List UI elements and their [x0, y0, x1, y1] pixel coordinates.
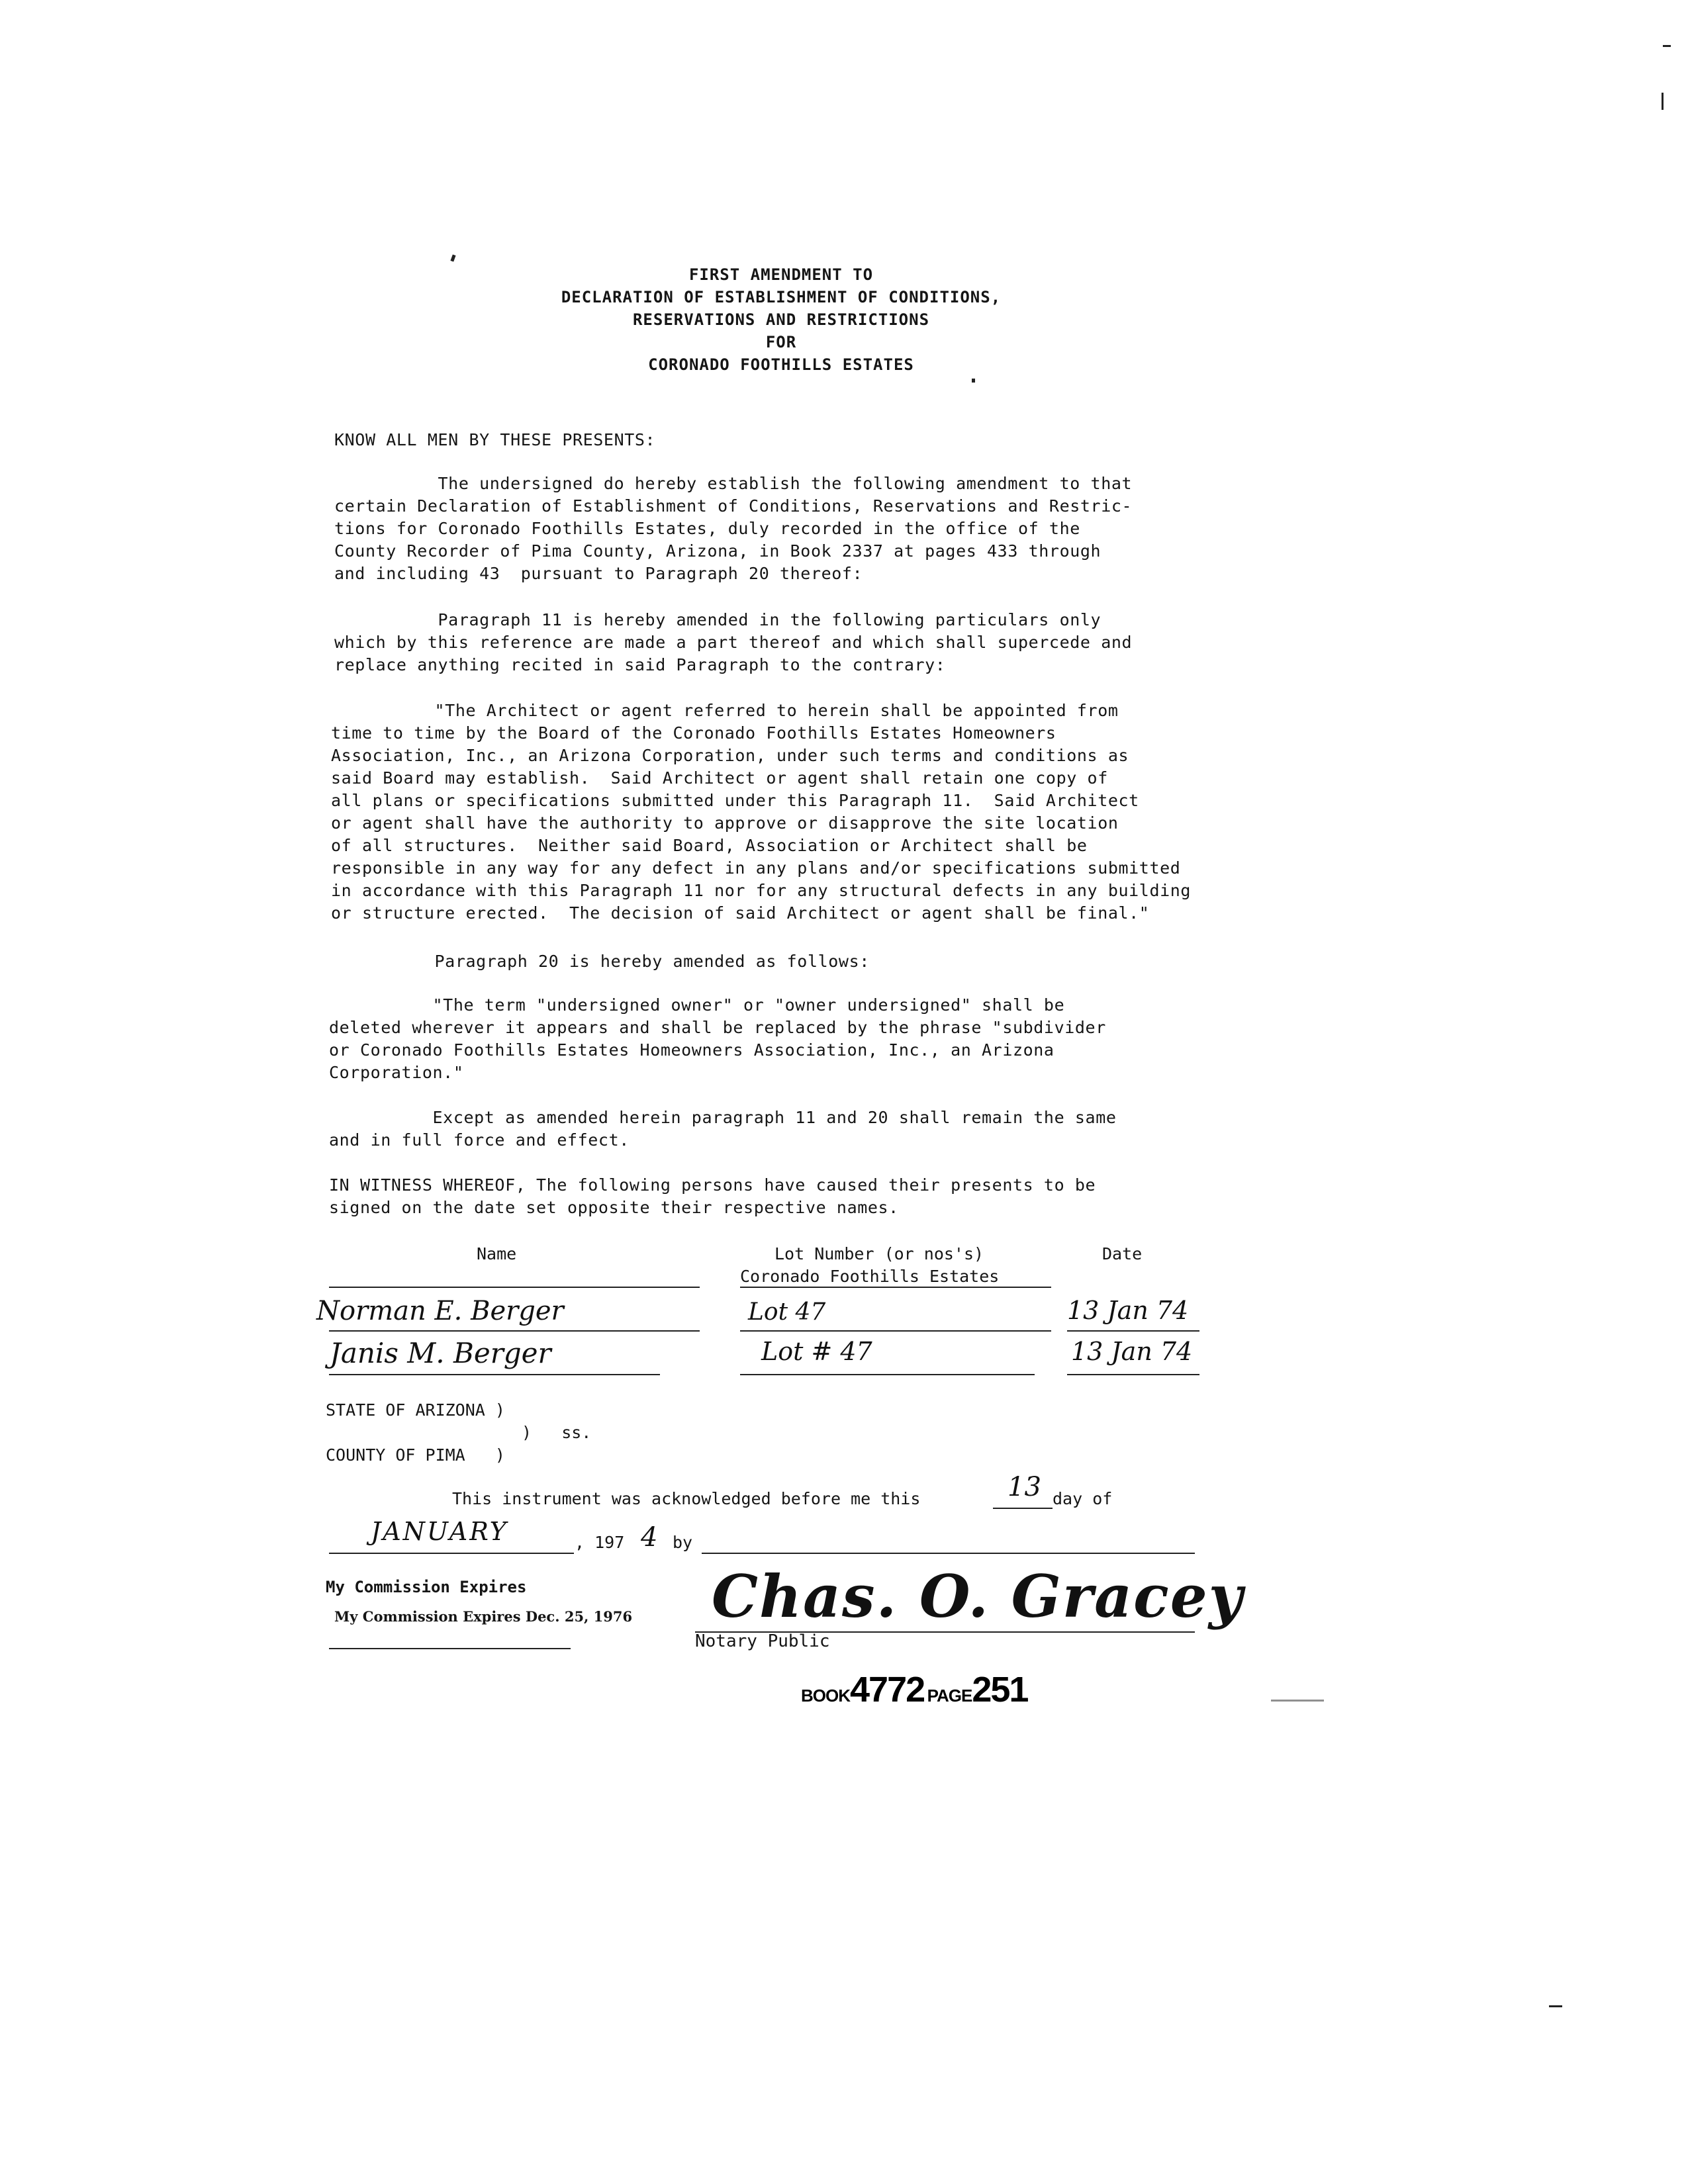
intro-heading: KNOW ALL MEN BY THESE PRESENTS: [334, 430, 656, 449]
witness-whereof: IN WITNESS WHEREOF, The following persons have caused their presents to be signed on the date set opposite their respective names. [329, 1175, 1096, 1217]
rule-row-2-lot [740, 1374, 1035, 1375]
paragraph-remain-in-force: Except as amended herein paragraph 11 and 20 shall remain the same and in full force and effect. [329, 1108, 1117, 1150]
rule-row-1-date [1067, 1330, 1199, 1332]
signature-owner-2: Janis M. Berger [330, 1337, 551, 1369]
notary-public-label: Notary Public [695, 1631, 830, 1651]
date-owner-2: 13 Jan 74 [1071, 1337, 1193, 1366]
paragraph-20-amendment-intro: Paragraph 20 is hereby amended as follows: [331, 952, 870, 971]
document-title [490, 263, 1072, 376]
book-label: BOOK [801, 1686, 850, 1706]
scan-speck [1271, 1700, 1324, 1702]
acknowledgment-day-of: day of [1053, 1489, 1113, 1508]
column-header-lot-sub: Coronado Foothills Estates [740, 1267, 1000, 1286]
ack-month: JANUARY [371, 1517, 508, 1546]
page-label: PAGE [927, 1686, 972, 1706]
scan-speck [1662, 93, 1664, 110]
date-owner-1: 13 Jan 74 [1067, 1296, 1189, 1325]
ack-year-prefix: , 197 [575, 1533, 625, 1552]
signature-owner-1: Norman E. Berger [316, 1296, 564, 1326]
column-header-lot: Lot Number (or nos's) [774, 1244, 984, 1263]
book-number: 4772 [850, 1670, 925, 1709]
title-line-5: CORONADO FOOTHILLS ESTATES [648, 355, 914, 374]
title-line-2: DECLARATION OF ESTABLISHMENT OF CONDITIONS, [561, 288, 1002, 306]
paragraph-11-quoted-text: "The Architect or agent referred to herein shall be appointed from time to time by the Board of the Coronado Foothills Estates Homeowners Association, Inc., an Arizona Corporation, under such terms and conditions as said Board may establish. Said Architect or agent shall retain one copy of all plans or specifications submitted under this Paragraph 11. Said Architect or agent shall have the authority to approve or disapprove the site location of all structures. Neither said Board, Association or Architect shall be responsible in any way for any defect in any plans and/or specifications submitted in accordance with this Paragraph 11 nor for any structural defects in any building or structure erected. The decision of said Architect or agent shall be final." [331, 701, 1192, 923]
rule-lot-header [740, 1287, 1051, 1288]
rule-ack-month [329, 1553, 574, 1554]
ack-year-suffix: 4 [641, 1522, 658, 1553]
venue-ss: ) ss. [522, 1423, 592, 1442]
scan-speck [1549, 2005, 1562, 2007]
title-line-1: FIRST AMENDMENT TO [688, 265, 874, 284]
ack-day: 13 [1008, 1472, 1041, 1502]
commission-stamp: My Commission Expires Dec. 25, 1976 [334, 1608, 633, 1625]
column-header-date: Date [1102, 1244, 1143, 1263]
rule-row-2-date [1067, 1374, 1199, 1375]
scan-speck [1663, 45, 1671, 47]
rule-row-1-name [329, 1330, 700, 1332]
rule-commission [329, 1648, 571, 1649]
ack-by: by [673, 1533, 693, 1552]
rule-row-1-lot [740, 1330, 1051, 1332]
rule-ack-by [702, 1553, 1195, 1554]
title-line-3: RESERVATIONS AND RESTRICTIONS [632, 310, 930, 329]
scan-speck [450, 254, 455, 261]
title-line-4: FOR [765, 333, 797, 351]
notary-signature: Chas. O. Gracey [712, 1562, 1244, 1631]
paragraph-establishment: The undersigned do hereby establish the following amendment to that certain Declaration of Establishment of Conditions, Reservations and Restric- tions for Coronado Foothills Estates, duly recorded in the office of the County Recorder of Pima County, Arizona, in Book 2337 at pages 433 through and including 43 pursuant to Paragraph 20 thereof: [334, 474, 1133, 583]
paragraph-11-amendment-intro: Paragraph 11 is hereby amended in the following particulars only which by this reference are made a part thereof and which shall supercede and replace anything recited in said Paragraph to the contrary: [334, 610, 1133, 674]
acknowledgment-text: This instrument was acknowledged before me this [452, 1489, 921, 1508]
rule-ack-day [993, 1508, 1053, 1509]
column-header-name: Name [477, 1244, 517, 1263]
page-number: 251 [972, 1670, 1028, 1709]
scan-speck [972, 379, 975, 383]
recording-stamp [801, 1669, 1027, 1710]
venue-state: STATE OF ARIZONA ) [326, 1400, 505, 1420]
lot-owner-2: Lot # 47 [761, 1337, 872, 1366]
commission-label: My Commission Expires [326, 1578, 527, 1596]
venue-county: COUNTY OF PIMA ) [326, 1445, 505, 1465]
paragraph-20-quoted-text: "The term "undersigned owner" or "owner undersigned" shall be deleted wherever it appears and shall be replaced by the phrase "subdivider or Coronado Foothills Estates Homeowners Association, Inc., an Arizona Corporation." [329, 995, 1106, 1082]
rule-name-header [329, 1287, 700, 1288]
lot-owner-1: Lot 47 [748, 1298, 826, 1326]
rule-row-2-name [329, 1374, 660, 1375]
